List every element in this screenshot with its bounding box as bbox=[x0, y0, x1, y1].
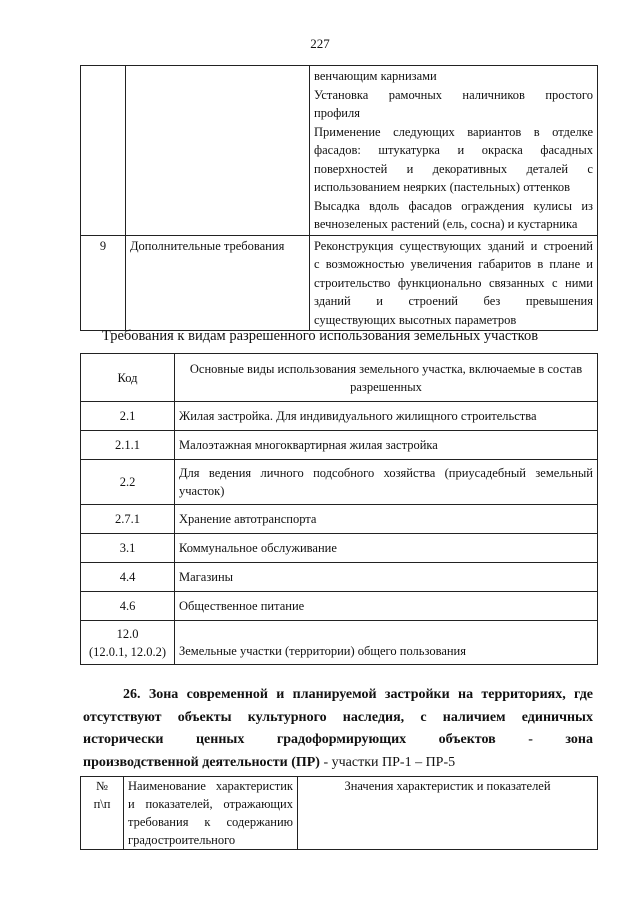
table-row bbox=[81, 505, 598, 534]
land-use-description: Общественное питание bbox=[175, 592, 598, 621]
land-use-code: 2.1.1 bbox=[81, 431, 175, 460]
column-header-description: Основные виды использования земельного участка, включаемые в состав разрешенных bbox=[175, 354, 598, 402]
land-use-description: Хранение автотранспорта bbox=[175, 505, 598, 534]
zone-title-line: отсутствуют объекты культурного наследия, с наличием единичных bbox=[83, 709, 593, 725]
table-row bbox=[81, 402, 598, 431]
requirement-line: поверхностей и декоративных деталей с bbox=[314, 161, 593, 176]
land-use-description: Жилая застройка. Для индивидуального жилищного строительства bbox=[175, 402, 598, 431]
requirement-line: фасадов: штукатурка и окраска фасадных bbox=[314, 143, 593, 157]
table-row bbox=[81, 460, 598, 505]
land-use-table bbox=[80, 353, 598, 665]
zone-title-line: исторически ценных градоформирующих объектов - зона bbox=[83, 732, 593, 747]
land-use-code: 4.6 bbox=[81, 592, 175, 621]
requirement-line: зданий и строений без превышения bbox=[314, 294, 593, 308]
land-use-description: Земельные участки (территории) общего пользования bbox=[175, 621, 598, 665]
table-row bbox=[81, 534, 598, 563]
land-use-code: 12.0 (12.0.1, 12.0.2) bbox=[81, 621, 175, 665]
table-header-row bbox=[81, 354, 598, 402]
requirement-line: строительство функционально связанных с ними bbox=[314, 275, 593, 290]
row-name bbox=[126, 66, 310, 236]
table-row bbox=[81, 235, 598, 331]
requirement-line: с возможностью увеличения габаритов в плане и bbox=[314, 257, 593, 271]
column-header-values: Значения характеристик и показателей bbox=[298, 777, 598, 850]
requirement-line: Высадка вдоль фасадов ограждения кулисы из bbox=[314, 198, 593, 213]
row-number: 9 bbox=[81, 235, 126, 331]
requirement-line: вечнозеленых растений (ель, сосна) и кустарника bbox=[314, 217, 578, 231]
requirement-line: венчающим карнизами bbox=[314, 69, 437, 83]
requirement-line: Установка рамочных наличников простого bbox=[314, 87, 593, 102]
requirement-line: профиля bbox=[314, 106, 360, 120]
section-heading: Требования к видам разрешенного использования земельных участков bbox=[101, 328, 539, 344]
column-header-code: Код bbox=[81, 354, 175, 402]
continuation-table bbox=[80, 65, 598, 331]
land-use-description: Магазины bbox=[175, 563, 598, 592]
zone-title-line: 26. Зона современной и планируемой застройки на территориях, где bbox=[123, 687, 593, 702]
land-use-description: Коммунальное обслуживание bbox=[175, 534, 598, 563]
land-use-description: Малоэтажная многоквартирная жилая застройка bbox=[175, 431, 598, 460]
land-use-description: Для ведения личного подсобного хозяйства (приусадебный земельный участок) bbox=[175, 460, 598, 505]
row-requirements bbox=[310, 235, 598, 331]
characteristics-table bbox=[80, 776, 598, 850]
land-use-code: 3.1 bbox=[81, 534, 175, 563]
land-use-code: 2.2 bbox=[81, 460, 175, 505]
table-row bbox=[81, 66, 598, 236]
row-name: Дополнительные требования bbox=[126, 235, 310, 331]
zone-title-bold: производственной деятельности (ПР) bbox=[83, 754, 320, 770]
land-use-code: 4.4 bbox=[81, 563, 175, 592]
requirement-line: использованием неярких (пастельных) оттенков bbox=[314, 180, 571, 194]
requirement-line: Применение следующих вариантов в отделке bbox=[314, 124, 593, 139]
page-number: 227 bbox=[310, 36, 330, 51]
table-row bbox=[81, 563, 598, 592]
land-use-code: 2.1 bbox=[81, 402, 175, 431]
zone-title-plots: - участки ПР-1 – ПР-5 bbox=[319, 754, 456, 770]
row-requirements bbox=[310, 66, 598, 236]
column-header-number: № п\п bbox=[81, 777, 124, 850]
zone-title-line bbox=[83, 752, 593, 775]
table-header-row bbox=[81, 777, 598, 850]
column-header-name: Наименование характеристик и показателей, отражающих требования к содержанию градостроительного bbox=[124, 777, 298, 850]
land-use-code: 2.7.1 bbox=[81, 505, 175, 534]
requirement-line: Реконструкция существующих зданий и строений bbox=[314, 238, 593, 253]
table-row bbox=[81, 592, 598, 621]
requirement-line: существующих высотных параметров bbox=[314, 312, 517, 327]
row-number bbox=[81, 66, 126, 236]
zone-title bbox=[83, 684, 593, 774]
table-row bbox=[81, 621, 598, 665]
table-row bbox=[81, 431, 598, 460]
